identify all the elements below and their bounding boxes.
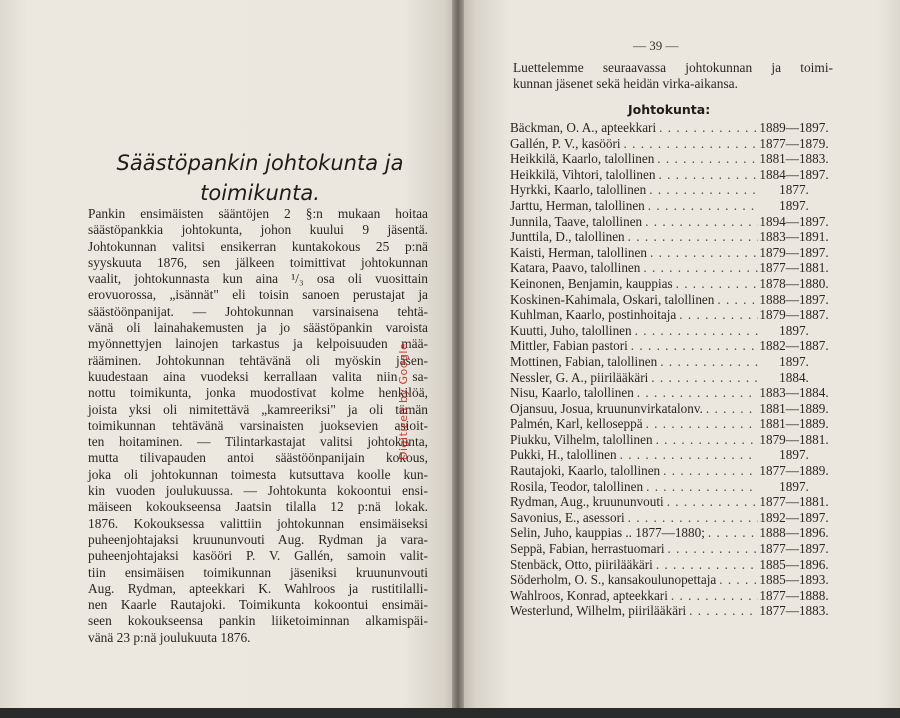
leader-dots — [617, 447, 758, 463]
member-name: Junnila, Taave, talollinen — [510, 213, 643, 229]
body-line: seen kokoukseensa pankin liiketoiminnan alkamispäi- — [88, 613, 428, 629]
member-years: 1877. — [779, 182, 809, 198]
intro-line: kunnan jäsenet sekä heidän virka-aikansa. — [513, 76, 738, 91]
member-name: Palmén, Karl, kelloseppä — [510, 416, 643, 432]
leader-dots — [664, 494, 758, 510]
section-heading — [110, 148, 410, 208]
member-name: Keinonen, Benjamin, kauppias — [510, 275, 673, 291]
list-item — [510, 603, 830, 619]
body-line: toimikunnan tehtävänä varsinaisten juoksevien asioit- — [88, 417, 428, 433]
body-line: säästöönpanijat. — Johtokunnan varsinaisena tehtä- — [88, 303, 428, 319]
member-name: Hyrkki, Kaarlo, talollinen — [510, 182, 647, 198]
leader-dots — [716, 572, 758, 588]
roster-title: Johtokunta: — [628, 102, 711, 117]
body-line: kuudestaan aina vuodeksi kerrallaan valita niin sa- — [88, 368, 428, 384]
member-years: 1877—1881. — [759, 494, 829, 510]
body-line: vaalit, johtokunnasta kun aina ¹/₃ osa oli vuosittain — [88, 271, 428, 287]
member-years: 1877—1889. — [759, 463, 829, 479]
member-name: Rautajoki, Kaarlo, talollinen — [510, 463, 661, 479]
member-name: Gallén, P. V., kasööri — [510, 135, 621, 151]
member-name: Nisu, Kaarlo, talollinen — [510, 385, 634, 401]
leader-dots — [705, 525, 758, 541]
leader-dots — [632, 323, 758, 339]
leader-dots — [645, 198, 758, 214]
body-line: säästöpankkia johtokunta, johon kuului 9 jäsentä. — [88, 222, 428, 238]
list-item — [510, 525, 830, 541]
heading-line-1: Säästöpankin johtokunta ja — [116, 151, 404, 175]
leader-dots — [653, 432, 758, 448]
member-years: 1877—1881. — [759, 260, 829, 276]
list-item — [510, 276, 830, 292]
member-name: Junttila, D., talollinen — [510, 229, 625, 245]
body-line: puheenjohtajaksi kasööri P. V. Gallén, samoin valit- — [88, 548, 428, 564]
member-years: 1888—1897. — [759, 291, 829, 307]
member-years: 1882—1887. — [759, 338, 829, 354]
list-item — [510, 292, 830, 308]
member-name: Heikkilä, Kaarlo, talollinen — [510, 151, 655, 167]
body-line: erovuorossa, „isännät" eli toisin sanoen perustajat ja — [88, 287, 428, 303]
body-line: vänä 23 p:nä joulukuuta 1876. — [88, 629, 251, 645]
list-item — [510, 572, 830, 588]
intro-line: Luettelemme seuraavassa johtokunnan ja toimi- — [513, 60, 833, 75]
list-item — [510, 214, 830, 230]
list-item — [510, 167, 830, 183]
leader-dots — [634, 385, 758, 401]
body-line: nottu toimikunta, jonka muodostivat kolme henkilöä, — [88, 385, 428, 401]
right-page — [458, 0, 900, 718]
leader-dots — [656, 120, 758, 136]
body-paragraph — [88, 206, 428, 646]
leader-dots — [621, 136, 758, 152]
member-name: Wahlroos, Konrad, apteekkari — [510, 587, 668, 603]
list-item — [510, 354, 830, 370]
list-item — [510, 401, 830, 417]
member-name: Rydman, Aug., kruununvouti — [510, 494, 664, 510]
leader-dots — [657, 354, 758, 370]
list-item — [510, 370, 830, 386]
body-line: syyskuuta 1876, sen jälkeen toimittivat johtokunnan — [88, 254, 428, 270]
list-item — [510, 494, 830, 510]
member-years: 1879—1897. — [759, 244, 829, 260]
leader-dots — [686, 603, 758, 619]
list-item — [510, 557, 830, 573]
member-name: Bäckman, O. A., apteekkari — [510, 120, 657, 135]
member-name: Katara, Paavo, talollinen — [510, 260, 641, 276]
member-years: 1879—1887. — [759, 307, 829, 323]
list-item — [510, 307, 830, 323]
leader-dots — [647, 245, 758, 261]
list-item — [510, 260, 830, 276]
body-line: mutta tilivapauden antoi säästöönpanijain kokous, — [88, 450, 428, 466]
member-years: 1888—1896. — [759, 525, 829, 541]
list-item — [510, 338, 830, 354]
list-item — [510, 120, 830, 136]
body-line: puheenjohtajaksi kruununvouti Aug. Rydman ja vara- — [88, 531, 428, 547]
member-name: Piukku, Vilhelm, talollinen — [510, 431, 653, 447]
member-years: 1884. — [779, 369, 809, 385]
bottom-edge — [0, 708, 900, 718]
watermark: Digitized by Google — [397, 342, 410, 460]
member-years: 1877—1879. — [759, 135, 829, 151]
member-years: 1897. — [779, 447, 809, 463]
member-name: Kuhlman, Kaarlo, postinhoitaja — [510, 307, 677, 323]
body-line: 1876. Kokouksessa valittiin johtokunnan ensimäiseksi — [88, 515, 428, 531]
list-item — [510, 479, 830, 495]
leader-dots — [625, 229, 758, 245]
leader-dots — [655, 167, 758, 183]
body-line: nen Kaarle Rautajoki. Toimikunta kokoontui ensimäi- — [88, 597, 428, 613]
leader-dots — [673, 276, 758, 292]
member-name: Kuutti, Juho, talollinen — [510, 322, 632, 338]
leader-dots — [714, 292, 758, 308]
list-item — [510, 385, 830, 401]
leader-dots — [668, 588, 758, 604]
body-line: rääminen. Johtokunnan tehtävänä oli myöskin jäsen- — [88, 352, 428, 368]
body-line: joista yksi oli nimitettävä „kamreeriksi" ja oli tämän — [88, 401, 428, 417]
leader-dots — [654, 151, 758, 167]
member-name: Söderholm, O. S., kansakoulunopettaja — [510, 572, 717, 588]
list-item — [510, 416, 830, 432]
member-name: Selin, Juho, kauppias .. 1877—1880; — [510, 525, 705, 541]
member-years: 1897. — [779, 322, 809, 338]
member-years: 1877—1883. — [759, 603, 829, 619]
member-name: Kaisti, Herman, talollinen — [510, 244, 647, 260]
list-item — [510, 136, 830, 152]
body-line: tiin ensimäisen toimikunnan jäseniksi kruununvouti — [88, 564, 428, 580]
member-years: 1877—1897. — [759, 541, 829, 557]
member-years: 1879—1881. — [759, 431, 829, 447]
member-name: Ojansuu, Josua, kruununvirkatalonv. — [510, 400, 703, 416]
member-years: 1894—1897. — [759, 213, 829, 229]
member-years: 1878—1880. — [759, 275, 829, 291]
body-line: vänä oli lainahakemusten ja jo säästöpankin varoista — [88, 320, 428, 336]
list-item — [510, 151, 830, 167]
body-line: mäiseen kokoukseensa Jaatsin tilalla 12 p:nä lokak. — [88, 499, 428, 515]
member-name: Mottinen, Fabian, talollinen — [510, 353, 658, 369]
leader-dots — [643, 416, 758, 432]
member-name: Heikkilä, Vihtori, talollinen — [510, 166, 656, 182]
list-item — [510, 463, 830, 479]
member-name: Seppä, Fabian, herrastuomari — [510, 541, 665, 557]
leader-dots — [660, 463, 758, 479]
leader-dots — [643, 479, 758, 495]
member-name: Mittler, Fabian pastori — [510, 338, 628, 354]
member-years: 1883—1884. — [759, 385, 829, 401]
member-name: Rosila, Teodor, talollinen — [510, 478, 644, 494]
member-name: Westerlund, Wilhelm, piirilääkäri — [510, 603, 687, 619]
leader-dots — [676, 307, 758, 323]
book-spine — [452, 0, 464, 718]
leader-dots — [625, 510, 758, 526]
member-years: 1881—1883. — [759, 151, 829, 167]
member-years: 1883—1891. — [759, 229, 829, 245]
leader-dots — [665, 541, 758, 557]
member-years: 1881—1889. — [759, 416, 829, 432]
list-item — [510, 541, 830, 557]
member-years: 1877—1888. — [759, 587, 829, 603]
list-item — [510, 323, 830, 339]
body-line: kin vuoden joulukuussa. — Johtokunta kokoontui ensi- — [88, 483, 428, 499]
body-line: Aug. Rydman, apteekkari K. Wahlroos ja rustitilalli- — [88, 580, 428, 596]
list-item — [510, 245, 830, 261]
list-item — [510, 182, 830, 198]
leader-dots — [653, 557, 758, 573]
heading-line-2: toimikunta. — [200, 181, 320, 205]
member-years: 1889—1897. — [759, 120, 829, 135]
member-years: 1892—1897. — [759, 509, 829, 525]
board-members-list — [510, 120, 830, 619]
leader-dots — [703, 401, 758, 417]
leader-dots — [628, 338, 758, 354]
member-name: Pukki, H., talollinen — [510, 447, 617, 463]
member-name: Stenbäck, Otto, piirilääkäri — [510, 556, 653, 572]
member-name: Jarttu, Herman, talollinen — [510, 197, 645, 213]
member-years: 1884—1897. — [759, 166, 829, 182]
list-item — [510, 447, 830, 463]
list-item — [510, 432, 830, 448]
leader-dots — [648, 370, 758, 386]
list-item — [510, 510, 830, 526]
body-line: ten hoitaminen. — Tilintarkastajat valitsi johtokunta, — [88, 434, 428, 450]
body-line: joka oli johtokunnan toimesta kutsuttava koolle kun- — [88, 466, 428, 482]
leader-dots — [640, 260, 758, 276]
body-line: Johtokunnan valitsi ensikerran kuntakokous 25 p:nä — [88, 238, 428, 254]
member-name: Nessler, G. A., piirilääkäri — [510, 369, 649, 385]
body-line: Pankin ensimäisten sääntöjen 2 §:n mukaan hoitaa — [88, 206, 428, 221]
list-item — [510, 198, 830, 214]
list-item — [510, 588, 830, 604]
member-years: 1897. — [779, 197, 809, 213]
member-years: 1881—1889. — [759, 400, 829, 416]
page-number: — 39 — — [633, 38, 679, 53]
member-name: Savonius, E., asessori — [510, 509, 625, 525]
member-years: 1885—1896. — [759, 556, 829, 572]
member-years: 1897. — [779, 353, 809, 369]
member-years: 1897. — [779, 478, 809, 494]
member-years: 1885—1893. — [759, 572, 829, 588]
leader-dots — [646, 182, 758, 198]
leader-dots — [642, 214, 758, 230]
body-line: myönnettyjen lainojen tarkastus ja kelpoisuuden mää- — [88, 336, 428, 352]
member-name: Koskinen-Kahimala, Oskari, talollinen — [510, 291, 715, 307]
intro-paragraph — [513, 60, 833, 92]
list-item — [510, 229, 830, 245]
